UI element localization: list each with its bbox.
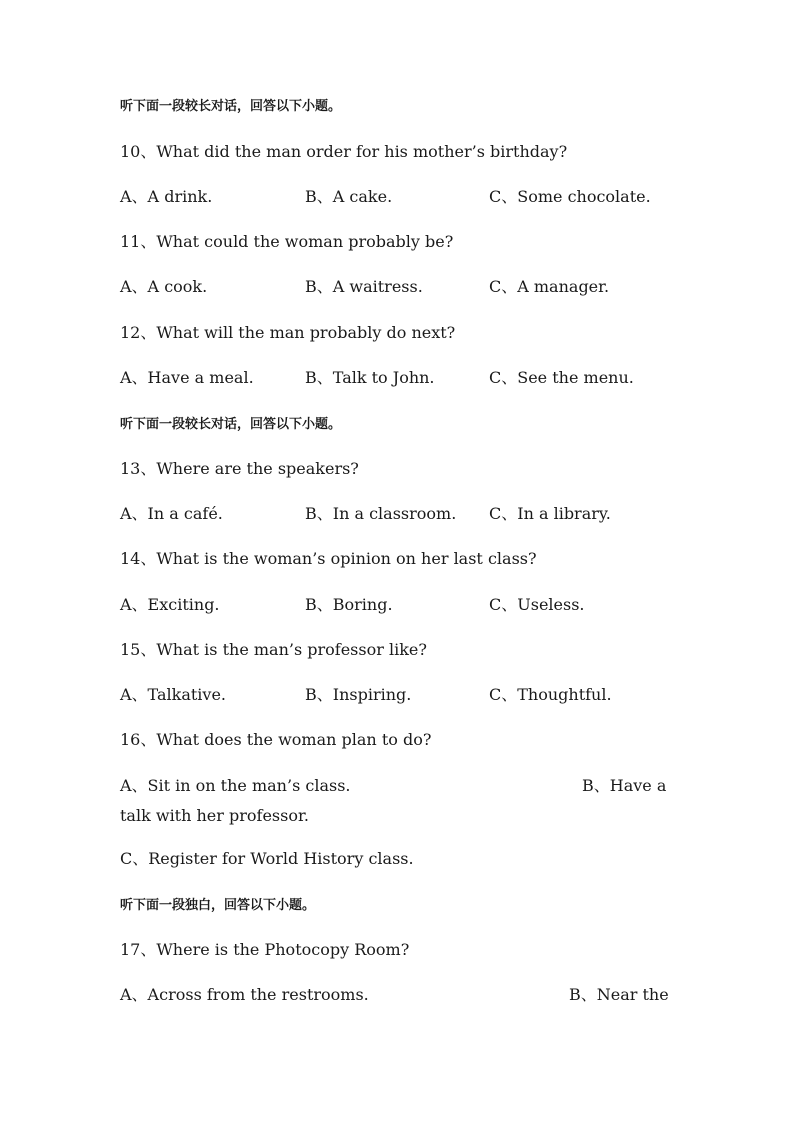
- section-instruction: 听下面一段较长对话，回答以下小题。: [120, 417, 342, 432]
- option-11-c: C、A manager.: [489, 277, 610, 296]
- option-10-b: B、A cake.: [305, 187, 393, 206]
- option-17-b: B、Near the: [569, 985, 669, 1004]
- option-10-c: C、Some chocolate.: [489, 187, 651, 206]
- option-15-a: A、Talkative.: [120, 685, 227, 704]
- option-11-b: B、A waitress.: [305, 277, 423, 296]
- option-14-b: B、Boring.: [305, 595, 393, 614]
- option-12-b: B、Talk to John.: [305, 368, 435, 387]
- section-instruction: 听下面一段较长对话，回答以下小题。: [120, 99, 342, 114]
- question-15: 15、What is the man’s professor like?: [120, 640, 427, 659]
- option-15-b: B、Inspiring.: [305, 685, 412, 704]
- option-13-a: A、In a café.: [120, 504, 223, 523]
- question-12: 12、What will the man probably do next?: [120, 323, 456, 342]
- option-16-b-continued: talk with her professor.: [120, 806, 309, 825]
- option-11-a: A、A cook.: [120, 277, 208, 296]
- question-13: 13、Where are the speakers?: [120, 459, 359, 478]
- option-15-c: C、Thoughtful.: [489, 685, 612, 704]
- option-13-c: C、In a library.: [489, 504, 611, 523]
- option-16-c: C、Register for World History class.: [120, 849, 414, 868]
- option-10-a: A、A drink.: [120, 187, 213, 206]
- option-16-a: A、Sit in on the man’s class.: [120, 776, 351, 795]
- question-14: 14、What is the woman’s opinion on her last class?: [120, 549, 537, 568]
- option-13-b: B、In a classroom.: [305, 504, 457, 523]
- option-14-a: A、Exciting.: [120, 595, 220, 614]
- question-11: 11、What could the woman probably be?: [120, 232, 454, 251]
- section-instruction: 听下面一段独白，回答以下小题。: [120, 898, 316, 913]
- option-17-a: A、Across from the restrooms.: [120, 985, 369, 1004]
- option-12-c: C、See the menu.: [489, 368, 634, 387]
- question-17: 17、Where is the Photocopy Room?: [120, 940, 410, 959]
- option-16-b: B、Have a: [582, 776, 667, 795]
- question-10: 10、What did the man order for his mother’s birthday?: [120, 142, 568, 161]
- option-14-c: C、Useless.: [489, 595, 585, 614]
- question-16: 16、What does the woman plan to do?: [120, 730, 432, 749]
- option-12-a: A、Have a meal.: [120, 368, 254, 387]
